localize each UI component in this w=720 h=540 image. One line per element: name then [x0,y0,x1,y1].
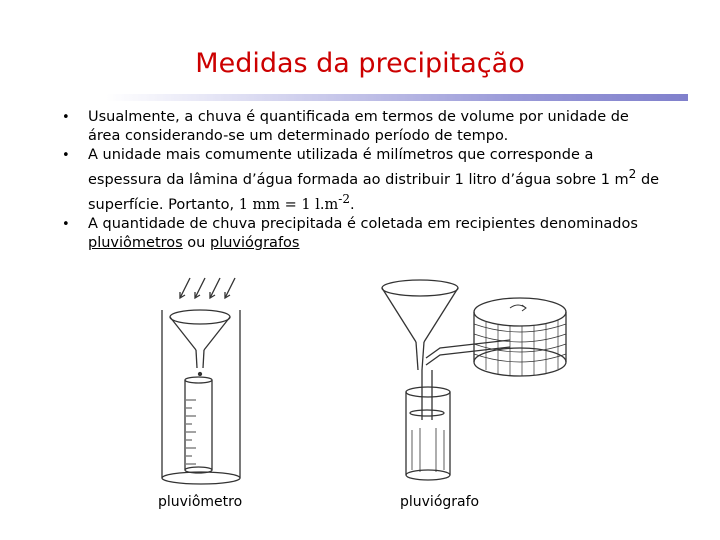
caption-pluviometro: pluviômetro [158,494,243,510]
title-divider [106,94,688,101]
pluviometro-illustration [150,270,270,490]
bullet-text: A quantidade de chuva precipitada é coletada em recipientes denominados [88,215,638,232]
pluviografo-illustration [370,270,580,490]
bullet-list [62,108,662,253]
bullet-text: Usualmente, a chuva é quantificada em termos de volume por unidade de área considerando-se um determinado período de tempo. [88,109,629,144]
rain-arrows [180,278,235,298]
caption-pluviografo: pluviógrafo [400,494,480,510]
bullet-text: ou [182,234,210,251]
slide-title: Medidas da precipitação [195,48,525,79]
bullet-item [62,215,662,253]
bullet-dot: • [62,148,70,163]
superscript: 2 [628,167,637,181]
bullet-text: A unidade mais comumente utilizada é milímetros que corresponde a espessura da lâmina d’água formada ao distribuir 1 litro d’água sobre 1 m [88,147,629,188]
term-pluviografos: pluviógrafos [209,234,300,251]
bullet-dot: • [62,110,70,125]
formula: 1 mm = 1 l.m [238,196,339,213]
bullet-text: . [350,196,355,213]
term-pluviometros: pluviômetros [88,234,183,251]
formula-exponent: -2 [338,191,351,206]
bullet-dot: • [62,216,70,232]
bullet-text: de superfície. Portanto, [88,171,660,213]
bullet-item [62,146,662,215]
bullet-item [62,108,662,146]
